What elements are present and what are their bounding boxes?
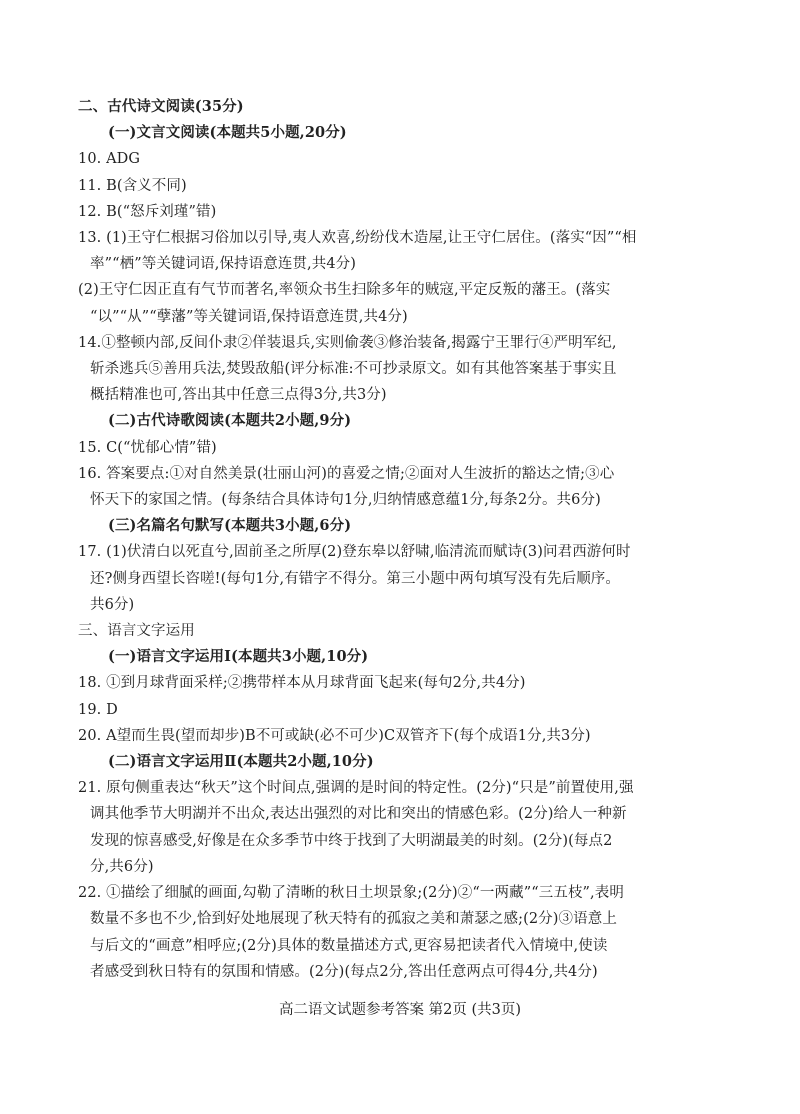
answer-line: 19. D bbox=[78, 701, 118, 718]
subsection-heading: (一)文言文阅读(本题共5小题,20分) bbox=[108, 124, 347, 142]
answer-continuation-line: 还?侧身西望长咨嗟!(每句1分,有错字不得分。第三小题中两句填写没有先后顺序。 bbox=[90, 570, 620, 587]
subsection-heading: (一)语言文字运用Ⅰ(本题共3小题,10分) bbox=[108, 648, 369, 666]
answer-continuation-line: 者感受到秋日特有的氛围和情感。(2分)(每点2分,答出任意两点可得4分,共4分) bbox=[90, 963, 598, 980]
answer-continuation-line: 斩杀逃兵⑤善用兵法,焚毁敌船(评分标准:不可抄录原文。如有其他答案基于事实且 bbox=[90, 361, 617, 378]
page-footer: 高二语文试题参考答案 第2页 (共3页) bbox=[279, 1002, 521, 1018]
answer-continuation-line: 调其他季节大明湖并不出众,表达出强烈的对比和突出的情感色彩。(2分)给人一种新 bbox=[90, 806, 627, 823]
answer-line: 10. ADG bbox=[78, 151, 141, 168]
answer-continuation-line: “以”“从”“孽藩”等关键词语,保持语意连贯,共4分) bbox=[90, 308, 408, 325]
subsection-heading: (二)语言文字运用Ⅱ(本题共2小题,10分) bbox=[108, 753, 374, 771]
answer-line: 12. B(“怒斥刘瑾”错) bbox=[78, 203, 217, 220]
answer-line: 16. 答案要点:①对自然美景(壮丽山河)的喜爱之情;②面对人生波折的豁达之情;③心 bbox=[78, 465, 615, 482]
subsection-heading: (三)名篇名句默写(本题共3小题,6分) bbox=[108, 517, 352, 535]
answer-line: 20. A望而生畏(望而却步)B不可或缺(必不可少)C双管齐下(每个成语1分,共3分) bbox=[78, 727, 591, 744]
subsection-heading: (二)古代诗歌阅读(本题共2小题,9分) bbox=[108, 412, 352, 430]
answer-continuation-line: 与后文的“画意”相呼应;(2分)具体的数量描述方式,更容易把读者代入情境中,使读 bbox=[90, 937, 608, 954]
answer-continuation-line: 共6分) bbox=[90, 596, 135, 613]
answer-line: 21. 原句侧重表达“秋天”这个时间点,强调的是时间的特定性。(2分)“只是”前置使用,强 bbox=[78, 780, 634, 797]
answer-line: 14.①整顿内部,反间仆隶②佯装退兵,实则偷袭③修治装备,揭露宁王罪行④严明军纪, bbox=[78, 334, 617, 351]
answer-line: 11. B(含义不同) bbox=[78, 177, 187, 194]
answer-continuation-line: 怀天下的家国之情。(每条结合具体诗句1分,归纳情感意蕴1分,每条2分。共6分) bbox=[90, 492, 601, 509]
answer-line: 17. (1)伏清白以死直兮,固前圣之所厚(2)登东皋以舒啸,临清流而赋诗(3)问君西游何时 bbox=[78, 544, 631, 561]
answer-continuation-line: 分,共6分) bbox=[90, 858, 154, 875]
answer-continuation-line: 率”“栖”等关键词语,保持语意连贯,共4分) bbox=[90, 256, 357, 273]
answer-continuation-line: 概括精准也可,答出其中任意三点得3分,共3分) bbox=[90, 387, 387, 404]
answer-line: 13. (1)王守仁根据习俗加以引导,夷人欢喜,纷纷伐木造屋,让王守仁居住。(落实“因”“相 bbox=[78, 230, 637, 247]
answer-line: 15. C(“忧郁心情”错) bbox=[78, 439, 217, 456]
answer-content bbox=[78, 94, 718, 985]
answer-line: (2)王守仁因正直有气节而著名,率领众书生扫除多年的贼寇,平定反叛的藩王。(落实 bbox=[78, 282, 611, 299]
answer-line: 18. ①到月球背面采样;②携带样本从月球背面飞起来(每句2分,共4分) bbox=[78, 675, 526, 692]
section-heading: 二、古代诗文阅读(35分) bbox=[78, 98, 244, 115]
answer-line: 三、语言文字运用 bbox=[78, 623, 195, 640]
answer-line: 22. ①描绘了细腻的画面,勾勒了清晰的秋日土坝景象;(2分)②“一两藏”“三五枝”,表明 bbox=[78, 885, 624, 902]
answer-continuation-line: 数量不多也不少,恰到好处地展现了秋天特有的孤寂之美和萧瑟之感;(2分)③语意上 bbox=[90, 911, 617, 928]
answer-continuation-line: 发现的惊喜感受,好像是在众多季节中终于找到了大明湖最美的时刻。(2分)(每点2 bbox=[90, 832, 613, 849]
